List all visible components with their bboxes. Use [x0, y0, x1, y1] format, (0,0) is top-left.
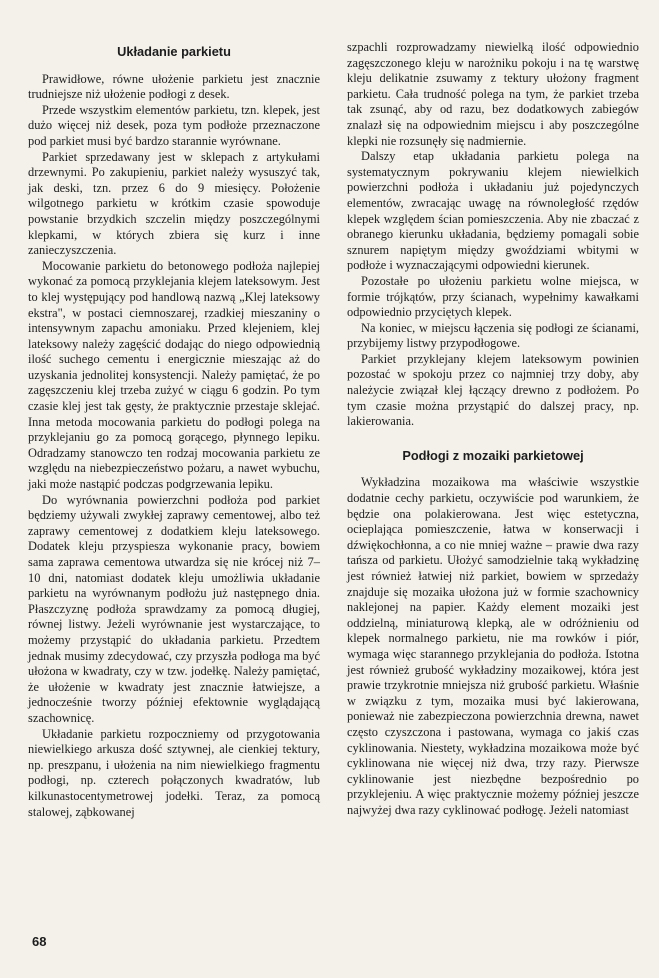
paragraph: Pozostałe po ułożeniu parkietu wolne miejsca, w formie trójkątów, przy ścianach, wypełnimy kawałkami odpowiednio przyciętych klepek.	[347, 273, 639, 320]
paragraph: Wykładzina mozaikowa ma właściwie wszystkie dodatnie cechy parkietu, oczywiście pod warunkiem, że będzie ona polakierowana. Jest więc estetyczna, ocieplająca pomieszczenie, łatwa w konserwacji i dźwiękochłonna, a co nie mniej ważne – prawie dwa razy tańsza od parkietu. Ułożyć samodzielnie taką wykładzinę jest również łatwiej niż parkiet, bowiem w sprzedaży znajduje się mozaika ułożona już w formie szachownicy naklejonej na papier. Każdy element mozaiki jest oddzielną, miniaturową klepką, ale w odróżnieniu od klepek normalnego parkietu, nie ma rowków i piór, wymaga więc starannego przyklejania do podłoża. Istotna jest również grubość wykładziny mozaikowej, która jest prawie trzykrotnie mniejsza niż grubość parkietu. Właśnie w związku z tym, mozaika musi być lakierowana, ponieważ nie zabezpieczona powierzchnia drewna, nawet często czyszczona i pastowana, wymaga co jakiś czas cyklinowania. Niestety, wykładzina mozaikowa może być cyklinowana nie więcej niż dwa, trzy razy. Pierwsze cyklinowanie jest niezbędne bezpośrednio po przyklejeniu. A więc praktycznie możemy później jeszcze najwyżej dwa razy cyklinować podłogę. Jeżeli natomiast	[347, 475, 639, 817]
left-column	[28, 44, 320, 820]
paragraph: Do wyrównania powierzchni podłoża pod parkiet będziemy używali zwykłej zaprawy cementowej, albo też zaprawy cementowej z dodatkiem kleju lateksowego. Dodatek kleju przyspiesza wykonanie pracy, bowiem sama zaprawa cementowa utwardza się nie krócej niż 7–10 dni, natomiast dodatek kleju umożliwia układanie parkietu na wyrównanym podłożu już następnego dnia. Płaszczyznę podłoża sprawdzamy za pomocą długiej, równej listwy. Jeżeli wyrównanie jest wystarczające, to możemy przystąpić do układania parkietu. Przedtem jednak musimy zdecydować, czy przyszła podłoga ma być ułożona w kwadraty, czy w tzw. jodełkę. Należy pamiętać, że ułożenie w kwadraty jest znacznie łatwiejsze, a jednocześnie tworzy później efektownie wyglądającą szachownicę.	[28, 492, 320, 725]
page-number: 68	[32, 934, 47, 949]
section-title-mosaic: Podłogi z mozaiki parkietowej	[402, 447, 584, 463]
paragraph: Dalszy etap układania parkietu polega na systematycznym pokrywaniu klejem niewielkich powierzchni podłoża i układaniu już pojedynczych elementów, zwracając uwagę na równoległość rzędów klepek względem ścian pomieszczenia. Aby nie zbaczać z obranego kierunku układania, będziemy pomagali sobie sznurem napiętym między gwoździami wbitymi w podłoże i wyznaczającymi odpowiedni kierunek.	[347, 149, 639, 273]
paragraph: Prawidłowe, równe ułożenie parkietu jest znacznie trudniejsze niż ułożenie podłogi z desek.	[28, 71, 320, 102]
paragraph: Na koniec, w miejscu łączenia się podłogi ze ścianami, przybijemy listwy przypodłogowe.	[347, 320, 639, 351]
paragraph: Układanie parkietu rozpoczniemy od przygotowania niewielkiego arkusza dość sztywnej, ale cienkiej tektury, np. preszpanu, i ułożenia na nim niewielkiego fragmentu podłogi, np. czterech połączonych kwadratów, lub kilkunastocentymetrowej jodełki. Teraz, za pomocą stalowej, ząbkowanej	[28, 726, 320, 819]
paragraph: Parkiet przyklejany klejem lateksowym powinien pozostać w spokoju przez co najmniej trzy doby, aby należycie związał klej łączący drewno z podłożem. Po tym czasie można przystąpić do dalszej pracy, np. lakierowania.	[347, 351, 639, 429]
paragraph: Parkiet sprzedawany jest w sklepach z artykułami drzewnymi. Po zakupieniu, parkiet należy wysuszyć tak, jak deski, tzn. przez 6 do 9 miesięcy. Położenie wilgotnego parkietu w krótkim czasie spowoduje powstanie brzydkich szczelin między poszczególnymi klepkami, w których zbiera się kurz i inne zanieczyszczenia.	[28, 149, 320, 258]
paragraph-continued: szpachli rozprowadzamy niewielką ilość odpowiednio zagęszczonego kleju w narożniku pokoju i na tę warstwę kleju delikatnie zsuwamy z tektury ułożony fragment parkietu. Cała trudność polega na tym, że parkiet trzeba tak zsunąć, aby od razu, bez dodatkowych zabiegów znalazł się na odpowiednim miejscu i aby poszczególne klepki nie rozsunęły się nadmiernie.	[347, 40, 639, 148]
section-title-parquet: Układanie parkietu	[117, 44, 231, 59]
paragraph: Przede wszystkim elementów parkietu, tzn. klepek, jest dużo więcej niż desek, poza tym podłoże przeznaczone pod parkiet musi być bardzo starannie wyrównane.	[28, 102, 320, 148]
paragraph: Mocowanie parkietu do betonowego podłoża najlepiej wykonać za pomocą przyklejania klejem lateksowym. Jest to klej występujący pod handlową nazwą „Klej lateksowy ekstra", w postaci ciemnoszarej, rzadkiej mieszaniny o intensywnym zapachu amoniaku. Przed klejeniem, klej lateksowy należy zagęścić dodając do niego odpowiednią ilość suchego cementu i energicznie mieszając aż do uzyskania jednolitej konsystencji. Należy pamiętać, że po zagęszczeniu klej trzeba zużyć w ciągu 6 godzin. Po tym czasie klej jest tak gęsty, że praktycznie przestaje sklejać. Inna metoda mocowania parkietu do podłogi polega na przyklejaniu go za pomocą gorącego, płynnego lepiku. Odradzamy stanowczo ten rodzaj mocowania parkietu ze względu na niebezpieczeństwo pożaru, a nawet wybuchu, jaki może nastąpić podczas podgrzewania lepiku.	[28, 258, 320, 492]
right-column	[347, 40, 639, 819]
